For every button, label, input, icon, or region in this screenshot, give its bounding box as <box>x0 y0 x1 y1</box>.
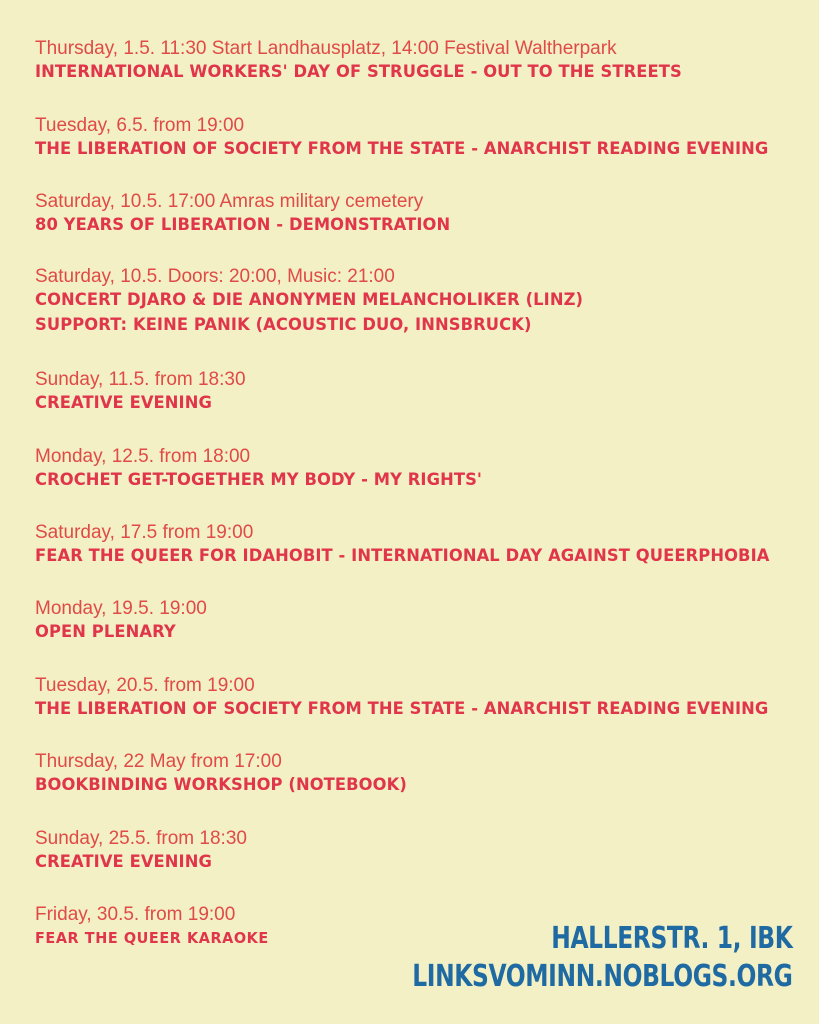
event-title: CREATIVE EVENING <box>35 393 212 413</box>
event-date: Sunday, 11.5. from 18:30 <box>35 369 246 390</box>
venue-website: LINKSVOMINN.NOBLOGS.ORG <box>411 959 792 994</box>
venue-footer <box>305 920 792 996</box>
event-date: Saturday, 10.5. Doors: 20:00, Music: 21:00 <box>35 266 395 287</box>
event-title: THE LIBERATION OF SOCIETY FROM THE STATE - ANARCHIST READING EVENING <box>35 699 769 719</box>
event-subtitle: SUPPORT: KEINE PANIK (ACOUSTIC DUO, INNSBRUCK) <box>35 315 532 335</box>
event-item <box>35 446 795 493</box>
event-item <box>35 191 795 238</box>
event-title: OPEN PLENARY <box>35 622 176 642</box>
event-item <box>35 38 795 85</box>
event-date: Thursday, 1.5. 11:30 Start Landhausplatz, 14:00 Festival Waltherpark <box>35 38 617 59</box>
event-date: Monday, 12.5. from 18:00 <box>35 446 251 467</box>
event-title: FEAR THE QUEER FOR IDAHOBIT - INTERNATIONAL DAY AGAINST QUEERPHOBIA <box>35 546 770 566</box>
event-title: 80 YEARS OF LIBERATION - DEMONSTRATION <box>35 215 451 235</box>
event-date: Thursday, 22 May from 17:00 <box>35 751 282 772</box>
event-item <box>35 522 795 569</box>
event-title: FEAR THE QUEER KARAOKE <box>35 929 269 947</box>
event-item <box>35 266 795 338</box>
event-title: THE LIBERATION OF SOCIETY FROM THE STATE - ANARCHIST READING EVENING <box>35 139 769 159</box>
event-title: CREATIVE EVENING <box>35 852 212 872</box>
venue-address: HALLERSTR. 1, IBK <box>550 921 792 956</box>
event-date: Saturday, 17.5 from 19:00 <box>35 522 254 543</box>
event-title: BOOKBINDING WORKSHOP (NOTEBOOK) <box>35 775 407 795</box>
event-title: CONCERT DJARO & DIE ANONYMEN MELANCHOLIKER (LINZ) <box>35 290 584 310</box>
event-title: CROCHET GET-TOGETHER MY BODY - MY RIGHTS' <box>35 470 483 490</box>
event-date: Tuesday, 20.5. from 19:00 <box>35 675 255 696</box>
event-item <box>35 751 795 798</box>
event-item <box>35 675 795 722</box>
event-date: Friday, 30.5. from 19:00 <box>35 904 236 925</box>
event-item <box>35 369 795 416</box>
event-item <box>35 598 795 645</box>
event-item <box>35 115 795 162</box>
event-date: Saturday, 10.5. 17:00 Amras military cemetery <box>35 191 424 212</box>
event-date: Monday, 19.5. 19:00 <box>35 598 207 619</box>
event-date: Tuesday, 6.5. from 19:00 <box>35 115 245 136</box>
event-item <box>35 828 795 875</box>
event-title: INTERNATIONAL WORKERS' DAY OF STRUGGLE - OUT TO THE STREETS <box>35 62 682 82</box>
event-date: Sunday, 25.5. from 18:30 <box>35 828 247 849</box>
